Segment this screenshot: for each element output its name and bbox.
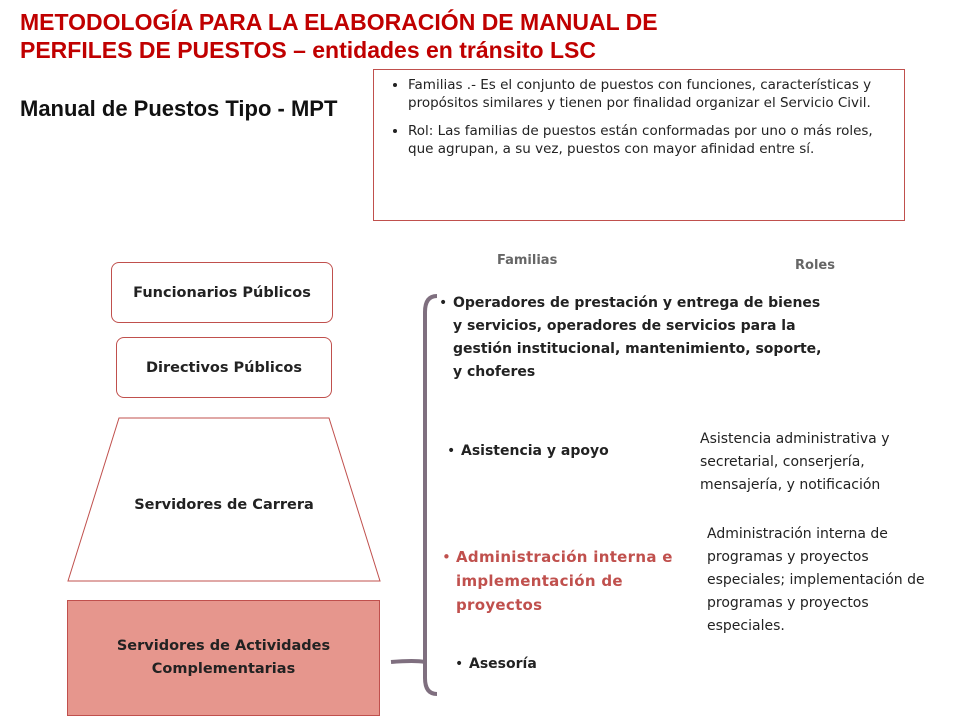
bullet-icon: • xyxy=(447,443,456,459)
level-servidores-actividades-complementarias xyxy=(67,600,380,716)
level-servidores-de-carrera xyxy=(67,417,381,582)
bullet-icon: • xyxy=(439,295,448,311)
level-4-label-line-2: Complementarias xyxy=(151,661,296,677)
definitions-list xyxy=(384,76,884,158)
familia-administracion xyxy=(442,545,686,617)
definitions-box xyxy=(373,69,905,221)
slide-subtitle: Manual de Puestos Tipo - MPT xyxy=(20,96,338,121)
level-4-label-line-1: Servidores de Actividades xyxy=(116,638,331,654)
title-line-2: PERFILES DE PUESTOS – entidades en tránsito LSC xyxy=(20,37,596,63)
slide-title xyxy=(20,8,780,64)
familia-asesoria-text: Asesoría xyxy=(469,656,537,672)
rol-asistencia-administrativa: Asistencia administrativa y secretarial, conserjería, mensajería, y notificación xyxy=(700,431,890,493)
column-heading-roles: Roles xyxy=(795,258,835,273)
definition-familias: • Familias .- Es el conjunto de puestos con funciones, características y propósitos similares y tienen por finalidad organizar el Servicio Civil. xyxy=(408,76,884,112)
familia-asesoria xyxy=(455,653,537,676)
familia-operadores-text: Operadores de prestación y entrega de bienes y servicios, operadores de servicios para la gestión institucional, mantenimiento, soporte, y choferes xyxy=(453,295,822,380)
rol-administracion-interna: Administración interna de programas y proyectos especiales; implementación de programas y proyectos especiales. xyxy=(707,526,925,634)
bullet-icon: • xyxy=(442,548,452,566)
familia-administracion-text: Administración interna e implementación de proyectos xyxy=(456,548,673,614)
familia-asistencia xyxy=(447,440,609,463)
level-funcionarios-publicos: Funcionarios Públicos xyxy=(111,262,333,323)
bullet-icon: • xyxy=(455,656,464,672)
bracket-connector xyxy=(385,290,448,700)
familia-asistencia-text: Asistencia y apoyo xyxy=(461,443,609,459)
definition-rol: • Rol: Las familias de puestos están conformadas por uno o más roles, que agrupan, a su vez, puestos con mayor afinidad entre sí. xyxy=(408,122,884,158)
title-line-1: METODOLOGÍA PARA LA ELABORACIÓN DE MANUAL DE xyxy=(20,9,658,35)
level-directivos-publicos: Directivos Públicos xyxy=(116,337,332,398)
familia-operadores xyxy=(439,292,833,384)
level-3-label: Servidores de Carrera xyxy=(134,497,314,513)
column-heading-familias: Familias xyxy=(497,253,558,268)
level-4-label xyxy=(117,635,330,681)
